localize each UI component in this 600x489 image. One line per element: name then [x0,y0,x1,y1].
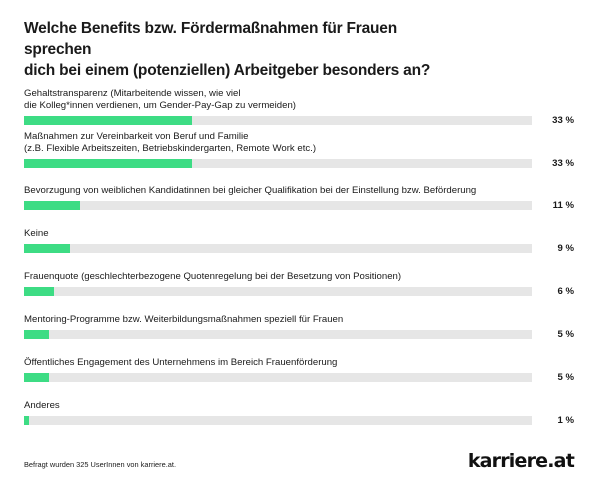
bar-track [24,201,532,210]
bar-label-line: die Kolleg*innen verdienen, um Gender-Pay-Gap zu vermeiden) [24,100,296,111]
bar-label [24,131,544,155]
bar [24,416,29,425]
brand-logo: karriere.at [467,450,574,472]
bar-label [24,271,544,283]
bar-value-label: 33 % [552,115,574,126]
bar-track [24,244,532,253]
bar-label [24,185,544,197]
bar [24,116,192,125]
bar [24,330,49,339]
bar-track [24,116,532,125]
bar-label [24,88,544,112]
bar-label-line: Keine [24,228,49,239]
bar-label [24,228,544,240]
bar-label-line: Öffentliches Engagement des Unternehmens im Bereich Frauenförderung [24,357,338,368]
bar-label-line: Frauenquote (geschlechterbezogene Quotenregelung bei der Besetzung von Positionen) [24,271,402,282]
bar [24,373,49,382]
bar-label-line: Anderes [24,400,60,411]
bar-track [24,287,532,296]
bar-value-label: 11 % [552,200,574,211]
bar [24,159,192,168]
bar-label [24,314,544,326]
bar-track [24,159,532,168]
bar-label [24,357,544,369]
bar-value-label: 6 % [557,286,574,297]
bar-track [24,416,532,425]
bar-label-line: Mentoring-Programme bzw. Weiterbildungsmaßnahmen speziell für Frauen [24,314,344,325]
bar-label [24,400,544,412]
chart-title-line-2: dich bei einem (potenziellen) Arbeitgeber besonders an? [24,62,431,79]
bar-label-line: Maßnahmen zur Vereinbarkeit von Beruf und Familie [24,131,249,142]
chart-title-line-1: Welche Benefits bzw. Fördermaßnahmen für Frauen sprechen [24,20,397,58]
bar-track [24,330,532,339]
bar-label-line: Gehaltstransparenz (Mitarbeitende wissen, wie viel [24,88,241,99]
bar-label-line: (z.B. Flexible Arbeitszeiten, Betriebskindergarten, Remote Work etc.) [24,143,317,154]
bar-value-label: 5 % [557,372,574,383]
bar-label-line: Bevorzugung von weiblichen Kandidatinnen bei gleicher Qualifikation bei der Einstellung bzw. Beförderung [24,185,477,196]
bar [24,201,80,210]
bar-value-label: 33 % [552,158,574,169]
bar [24,244,70,253]
bar-value-label: 5 % [557,329,574,340]
survey-footnote: Befragt wurden 325 UserInnen von karriere.at. [24,460,177,469]
bar [24,287,54,296]
bar-track [24,373,532,382]
bar-value-label: 9 % [557,243,574,254]
bar-value-label: 1 % [557,415,574,426]
